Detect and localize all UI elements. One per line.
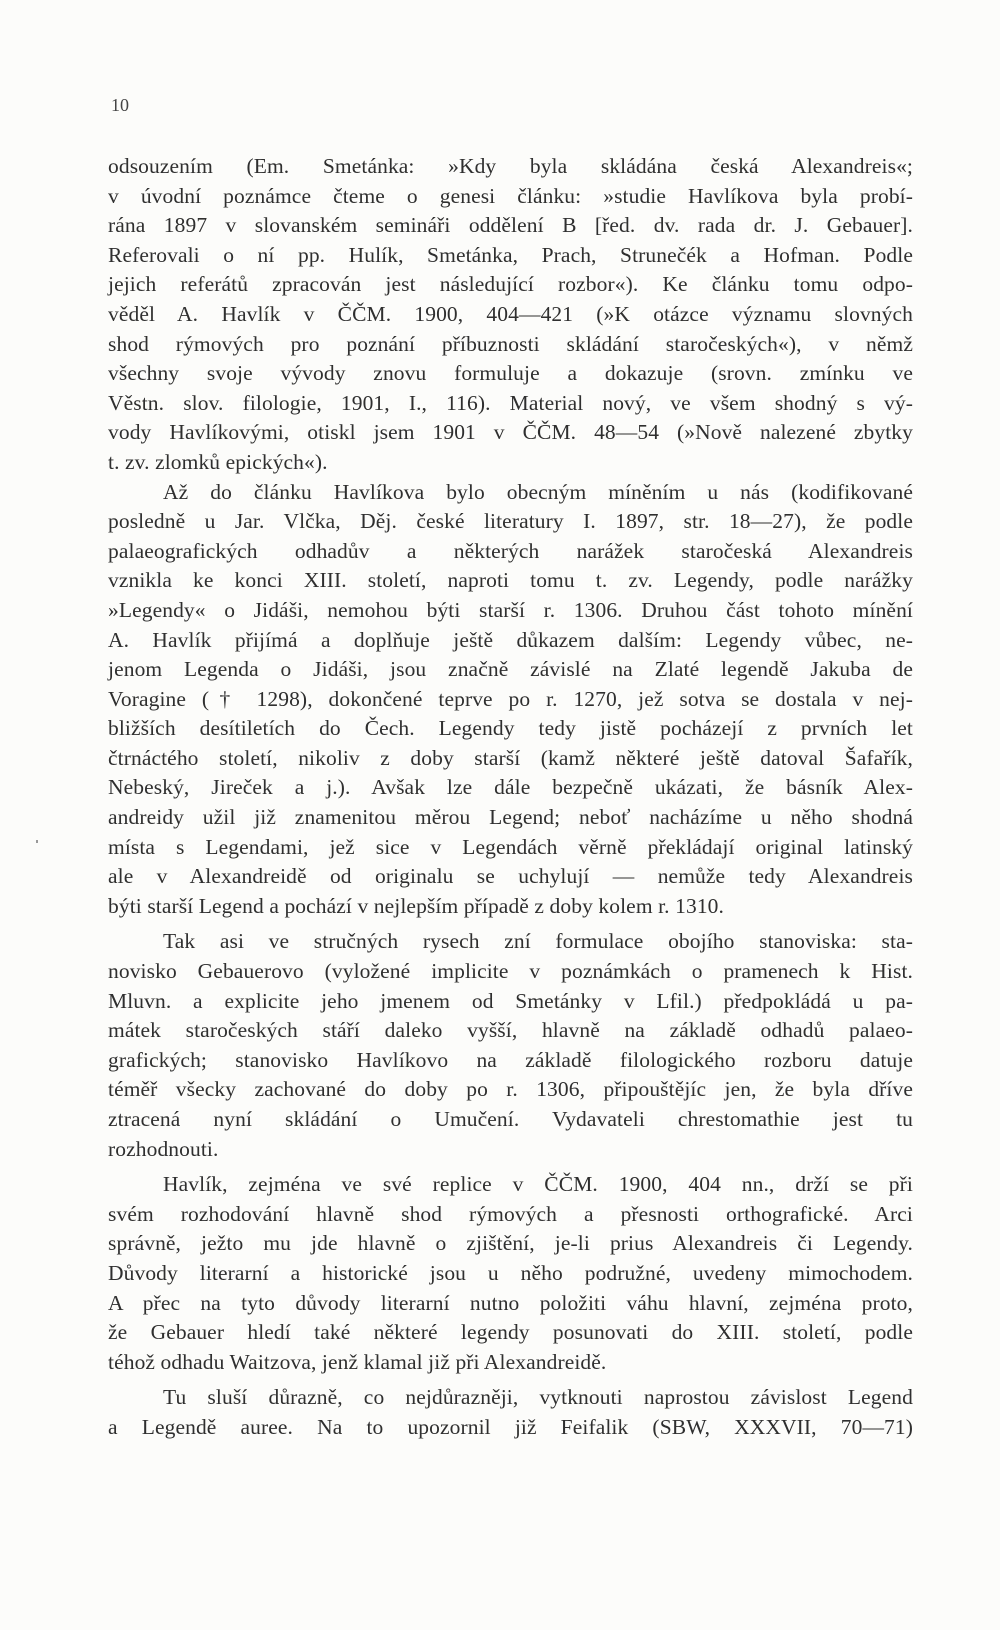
text-line: věděl A. Havlík v ČČM. 1900, 404—421 (»K otázce významu slovných <box>108 301 913 326</box>
text-line: že Gebauer hledí také některé legendy posunovati do XIII. století, podle <box>108 1320 913 1345</box>
paragraph-2 <box>108 478 913 922</box>
text-line: Věstn. slov. filologie, 1901, I., 116). Material nový, ve všem shodný s vý- <box>108 390 913 415</box>
text-line: shod rýmových pro poznání příbuznosti skládání staročeských«), v němž <box>108 331 913 356</box>
text-line: vody Havlíkovými, otiskl jsem 1901 v ČČM. 48—54 (»Nově nalezené zbytky <box>108 420 913 445</box>
text-line: svém rozhodování hlavně shod rýmových a přesnosti orthografické. Arci <box>108 1201 913 1226</box>
edge-speck <box>36 840 38 843</box>
text-line: místa s Legendami, jež sice v Legendách věrně překládají original latinský <box>108 834 913 859</box>
body-text <box>108 152 913 1443</box>
text-line: ztracená nyní skládání o Umučení. Vydavateli chrestomathie jest tu <box>108 1107 913 1131</box>
text-line: t. zv. zlomků epických«). <box>108 449 328 474</box>
text-line: mátek staročeských stáří daleko vyšší, hlavně na základě odhadů palaeo- <box>108 1018 913 1043</box>
text-line: Důvody literarní a historické jsou u něho podružné, uvedeny mimochodem. <box>108 1260 913 1285</box>
text-line: Tak asi ve stručných rysech zní formulace obojího stanoviska: sta- <box>163 929 913 954</box>
text-line: a Legendě auree. Na to upozornil již Feifalik (SBW, XXXVII, 70—71) <box>108 1414 913 1439</box>
paragraph-4 <box>108 1170 913 1377</box>
text-line: posledně u Jar. Vlčka, Děj. české literatury I. 1897, str. 18—27), že podle <box>108 509 913 534</box>
text-line: odsouzením (Em. Smetánka: »Kdy byla skládána česká Alexandreis«; <box>108 154 913 178</box>
text-line: rána 1897 v slovanském semináři oddělení B [řed. dv. rada dr. J. Gebauer]. <box>108 213 913 238</box>
paragraph-5 <box>108 1383 913 1442</box>
text-line: ale v Alexandreidě od originalu se uchylují — nemůže tedy Alexandreis <box>108 864 913 889</box>
page-number: 10 <box>111 95 129 115</box>
text-line: Referovali o ní pp. Hulík, Smetánka, Prach, Strunečék a Hofman. Podle <box>108 242 913 267</box>
text-line: Mluvn. a explicite jeho jmenem od Smetánky v Lfil.) předpokládá u pa- <box>108 988 913 1013</box>
text-line: správně, ježto mu jde hlavně o zjištění, je-li prius Alexandreis či Legendy. <box>108 1231 913 1256</box>
text-line: jenom Legenda o Jidáši, jsou značně závislé na Zlaté legendě Jakuba de <box>108 657 913 682</box>
text-line: bližších desítiletích do Čech. Legendy tedy jistě pocházejí z prvních let <box>108 716 913 741</box>
text-line: téměř všecky zachované do doby po r. 1306, připouštějíc jen, že byla dříve <box>108 1077 913 1102</box>
text-line: A přec na tyto důvody literarní nutno položiti váhu hlavní, zejména proto, <box>108 1290 913 1315</box>
text-line: čtrnáctého století, nikoliv z doby starší (kamž některé ještě datoval Šafařík, <box>108 745 913 770</box>
text-line: andreidy užil již znamenitou měrou Legend; neboť nacházíme u něho shodná <box>108 805 913 830</box>
paragraph-3 <box>108 927 913 1164</box>
text-line: vznikla ke konci XIII. století, naproti tomu t. zv. Legendy, podle narážky <box>108 568 913 593</box>
text-line: v úvodní poznámce čteme o genesi článku: »studie Havlíkova byla probí- <box>108 183 913 208</box>
text-line: Až do článku Havlíkova bylo obecným míněním u nás (kodifikované <box>163 479 913 504</box>
text-line: býti starší Legend a pochází v nejlepším případě z doby kolem r. 1310. <box>108 893 725 918</box>
text-line: Havlík, zejména ve své replice v ČČM. 1900, 404 nn., drží se při <box>163 1172 913 1197</box>
text-line: všechny svoje vývody znovu formuluje a dokazuje (srovn. zmínku ve <box>108 361 913 386</box>
text-line: téhož odhadu Waitzova, jenž klamal již při Alexandreidě. <box>108 1349 607 1374</box>
text-line: palaeografických odhadův a některých narážek staročeská Alexandreis <box>108 538 913 563</box>
text-line: Nebeský, Jireček a j.). Avšak lze dále bezpečně ukázati, že básník Alex- <box>108 775 913 800</box>
text-line: novisko Gebauerovo (vyložené implicite v poznámkách o pramenech k Hist. <box>108 959 913 984</box>
text-line: Tu sluší důrazně, co nejdůrazněji, vytknouti naprostou závislost Legend <box>163 1385 913 1410</box>
text-line: jejich referátů zpracován jest následující rozbor«). Ke článku tomu odpo- <box>108 272 913 297</box>
text-line: Voragine († 1298), dokončené teprve po r. 1270, jež sotva se dostala v nej- <box>108 686 913 711</box>
text-line: rozhodnouti. <box>108 1136 219 1161</box>
text-line: A. Havlík přijímá a doplňuje ještě důkazem dalším: Legendy vůbec, ne- <box>108 627 913 652</box>
text-line: »Legendy« o Jidáši, nemohou býti starší r. 1306. Druhou část tohoto mínění <box>108 597 913 622</box>
text-line: grafických; stanovisko Havlíkovo na základě filologického rozboru datuje <box>108 1047 913 1072</box>
paragraph-1 <box>108 152 913 478</box>
